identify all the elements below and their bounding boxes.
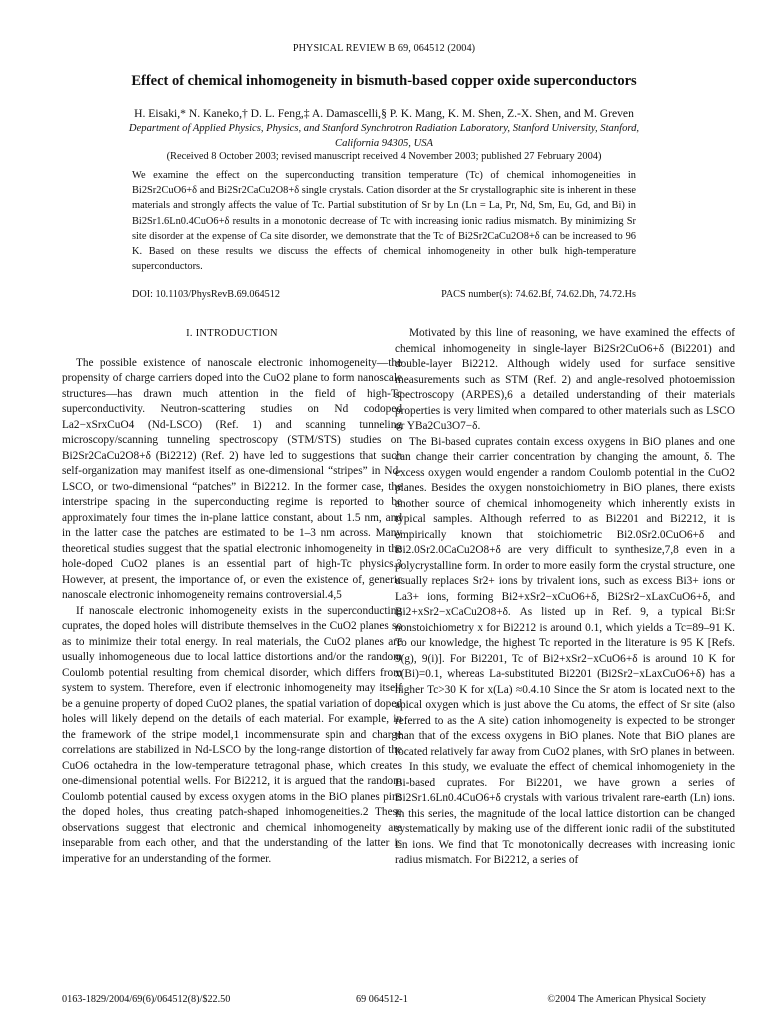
received-dates: (Received 8 October 2003; revised manuscript received 4 November 2003; published 27 February 2004)	[166, 151, 602, 162]
author-list: H. Eisaki,* N. Kaneko,† D. L. Feng,‡ A. Damascelli,§ P. K. Mang, K. M. Shen, Z.-X. Shen, and M. Greven	[134, 107, 634, 120]
pacs-numbers: PACS number(s): 74.62.Bf, 74.62.Dh, 74.72.Hs	[441, 289, 636, 300]
footer-code: 0163-1829/2004/69(6)/064512(8)/$22.50	[62, 994, 231, 1005]
paragraph: In this study, we evaluate the effect of chemical inhomogeniety in the Bi-based cuprates. For Bi2201, we have grown a series of Bi2Sr1.6Ln0.4CuO6+δ crystals with various trivalent rare-earth (Ln) ions. In this series, the magnitude of the local lattice distortion can be changed systematically by making use of the different ionic radii of the substituted Ln ions. We find that Tc monotonically decreases with increasing ionic radius mismatch. For Bi2212, a series of	[395, 761, 735, 866]
left-column	[62, 326, 402, 867]
paragraph: The possible existence of nanoscale electronic inhomogeneity—the propensity of charge carriers doped into the CuO2 plane to form nanoscale structures—has drawn much attention in the field of high-Tc superconductivity. Neutron-scattering studies on Nd codoped La2−xSrxCuO4 (Nd-LSCO) (Ref. 1) and scanning tunneling microscopy/scanning tunneling spectroscopy (STM/STS) studies on Bi2Sr2CaCu2O8+δ (Bi2212) (Ref. 2) have led to suggestions that such self-organization may manifest itself as one-dimensional “stripes” in Nd-LSCO, or two-dimensional “patches” in Bi2212. In the former case, the interstripe spacing in the superconducting regime is reported to be approximately four times the in-plane lattice constant, about 1.5 nm, and in the latter case the patches are estimated to be 1–3 nm across. Many theoretical studies suggest that the spatial electronic inhomogeneity in the hole-doped CuO2 planes is an essential part of high-Tc physics.3 However, at present, the importance of, or even the existence of, generic nanoscale electronic inhomogeneity remains controversial.4,5	[62, 356, 402, 601]
right-column	[395, 326, 735, 869]
abstract: We examine the effect on the superconducting transition temperature (Tc) of chemical inhomogeneities in Bi2Sr2CuO6+δ and Bi2Sr2CaCu2O8+δ single crystals. Cation disorder at the Sr crystallographic site is inherent in these materials and strongly affects the value of Tc. Partial substitution of Sr by Ln (Ln = La, Pr, Nd, Sm, Eu, Gd, and Bi) in Bi2Sr1.6Ln0.4CuO6+δ results in a monotonic decrease of Tc with increasing ionic radius mismatch. By minimizing Sr site disorder at the expense of Ca site disorder, we demonstrate that the Tc of Bi2Sr2CaCu2O8+δ can be increased to 96 K. Based on these results we discuss the effects of chemical inhomogeneity in other bulk high-temperature superconductors.	[132, 170, 636, 273]
doi-link[interactable]: DOI: 10.1103/PhysRevB.69.064512	[132, 289, 280, 300]
paper-title: Effect of chemical inhomogeneity in bismuth-based copper oxide superconductors	[131, 73, 637, 89]
affiliation: Department of Applied Physics, Physics, and Stanford Synchrotron Radiation Laboratory, Stanford University, Stanford, California 94305, USA	[128, 123, 640, 149]
section-heading: I. INTRODUCTION	[186, 328, 278, 339]
paragraph: The Bi-based cuprates contain excess oxygens in BiO planes and one can change their carrier concentration by changing the amount, δ. The excess oxygen would engender a random Coulomb potential in the CuO2 planes. Besides the oxygen nonstoichiometry in BiO planes, there exists another source of chemical inhomogeneity which inherently exists in typical samples. Although referred to as Bi2201 and Bi2212, it is empirically known that stoichiometric Bi2.0Sr2.0CuO6+δ and Bi2.0Sr2.0CaCu2O8+δ are very difficult to synthesize,7,8 even in a polycrystalline form. In order to more easily form the crystal structure, one usually replaces Sr2+ ions by trivalent ions, such as excess Bi3+ ions or La3+ ions, forming Bi2+xSr2−xCuO6+δ, Bi2Sr2−xLaxCuO6+δ, and Bi2+xSr2−xCaCu2O8+δ. As listed up in Ref. 9, a typical Bi:Sr nonstoichiometry x for Bi2212 is around 0.1, which yields a Tc=89–91 K. To our knowledge, the highest Tc reported in the literature is 95 K [Refs. 9(g), 9(i)]. For Bi2201, Tc of Bi2+xSr2−xCuO6+δ is around 10 K for x(Bi)=0.1, whereas La-substituted Bi2201 (Bi2Sr2−xLaxCuO6+δ) has a higher Tc>30 K for x(La) ≈0.4.10 Since the Sr atom is located next to the apical oxygen which is just above the Cu atoms, the effect of Sr site (also referred to as the A site) cation inhomogeneity is expected to be stronger than that of the excess oxygens in BiO planes. Note that BiO planes are located relatively far away from CuO2 planes, with SrO planes in between.	[395, 435, 735, 758]
doi-pacs-line	[132, 289, 636, 300]
paragraph: If nanoscale electronic inhomogeneity exists in the superconducting cuprates, the doped holes will distribute themselves in the CuO2 planes so as to minimize their total energy. In real materials, the CuO2 planes are usually inhomogeneous due to local lattice distortions and/or the random Coulomb potential resulting from chemical disorder, which differs from system to system. Therefore, even if electronic inhomogeneity may itself be a genuine property of doped CuO2 planes, the spatial variation of doped holes will likely depend on the details of each material. For example, in the framework of the stripe model,1 incommensurate spin and charge correlations are stabilized in Nd-LSCO by the long-range distortion of the CuO6 octahedra in the low-temperature tetragonal phase, which creates one-dimensional potential wells. For Bi2212, it is argued that the random Coulomb potential caused by excess oxygen atoms in the BiO planes pins the doped holes, thus creating patch-shaped inhomogeneities.2 These observations suggest that electronic and chemical inhomogeneity are inseparable from each other, and that the understanding of the latter is imperative for an understanding of the former.	[62, 604, 402, 865]
copyright: ©2004 The American Physical Society	[547, 994, 706, 1005]
page-number: 69 064512-1	[356, 994, 408, 1005]
journal-header: PHYSICAL REVIEW B 69, 064512 (2004)	[292, 43, 476, 54]
paragraph: Motivated by this line of reasoning, we have examined the effects of chemical inhomogeneity in single-layer Bi2Sr2CuO6+δ (Bi2201) and double-layer Bi2212. Although widely used for surface sensitive measurements such as STM (Ref. 2) and angle-resolved photoemission spectroscopy (ARPES),6 a detailed understanding of their materials properties is very limited when compared to other materials such as LSCO or YBa2Cu3O7−δ.	[395, 327, 735, 432]
